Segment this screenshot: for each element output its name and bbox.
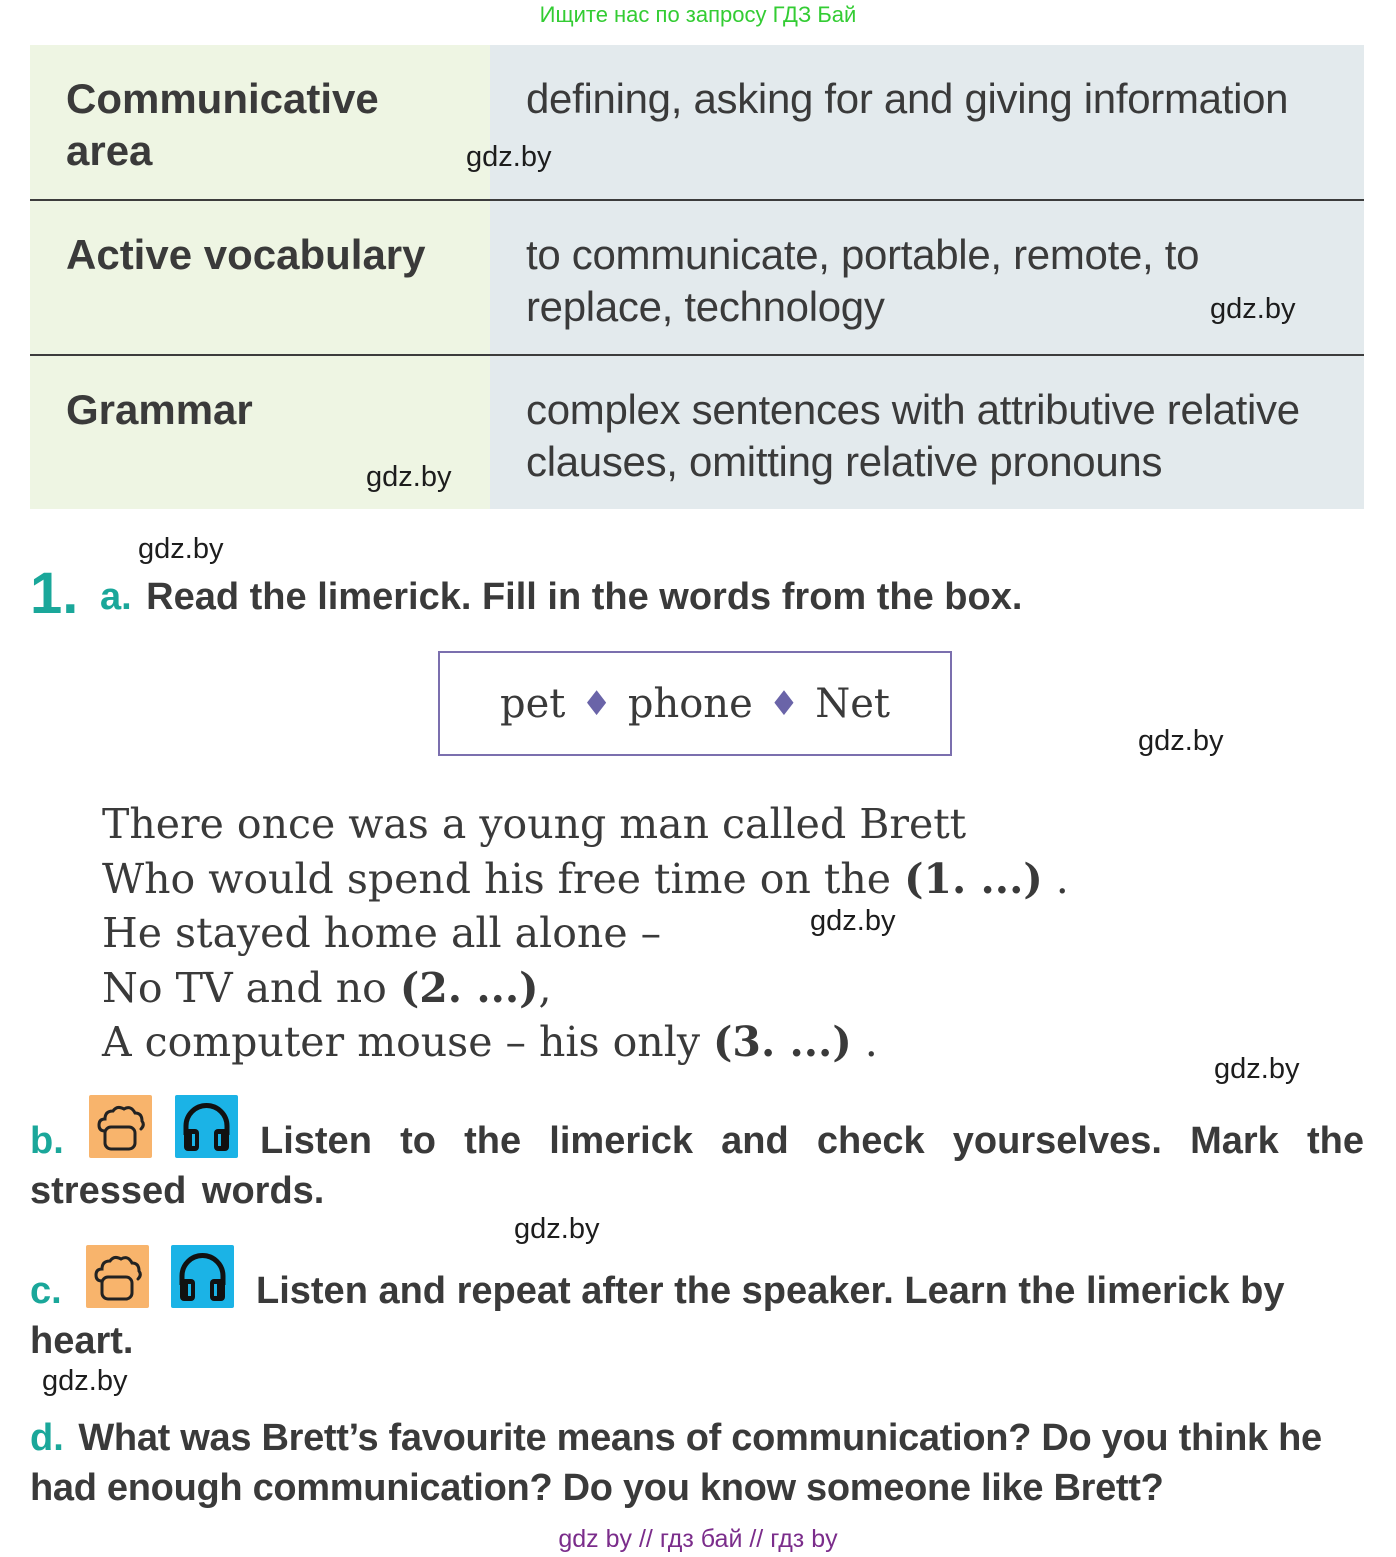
watermark: gdz.by: [42, 1365, 128, 1397]
watermark: gdz.by: [138, 533, 224, 565]
summary-value: defining, asking for and giving information: [526, 75, 1289, 122]
summary-row-grammar: [30, 356, 1364, 509]
summary-row-active-vocabulary: [30, 201, 1364, 354]
footer-links[interactable]: gdz by // гдз бай // гдз by: [558, 1525, 838, 1553]
gap-2: (2. ...): [399, 963, 539, 1012]
summary-value: complex sentences with attributive relative clauses, omitting relative pronouns: [526, 386, 1300, 485]
exercise-number: 1.: [30, 561, 79, 626]
poem-line: There once was a young man called Brett: [102, 800, 967, 848]
gap-1: (1. ...): [904, 854, 1043, 903]
diamond-separator: ♦: [581, 683, 612, 724]
word-option: phone: [627, 680, 753, 727]
task-d: [30, 1413, 1370, 1513]
top-banner[interactable]: Ищите нас по запросу ГДЗ Бай: [539, 2, 857, 27]
watermark: gdz.by: [366, 461, 452, 493]
diamond-separator: ♦: [768, 683, 800, 724]
task-a: [100, 576, 1022, 619]
watermark: gdz.by: [1138, 725, 1224, 757]
watermark: gdz.by: [1210, 293, 1296, 325]
task-b-text: Listen to the limerick and check yourselves. Mark the stressed words.: [30, 1120, 1364, 1212]
task-text: Read the limerick. Fill in the words from the box.: [146, 576, 1023, 618]
task-letter: b.: [30, 1120, 64, 1162]
summary-label: Active vocabulary: [66, 231, 426, 278]
task-text: What was Brett’s favourite means of communication? Do you think he had enough communication? Do you know someone like Brett?: [30, 1417, 1322, 1509]
watermark: gdz.by: [1214, 1053, 1300, 1085]
poem-line: Who would spend his free time on the (1. ...) .: [102, 854, 1069, 903]
poem-line: No TV and no (2. ...),: [102, 963, 552, 1012]
watermark: gdz.by: [514, 1213, 600, 1245]
word-option: pet: [500, 680, 566, 727]
summary-label: Communicative area: [66, 75, 379, 174]
poem-line: He stayed home all alone –: [102, 909, 662, 957]
summary-row-communicative-area: [30, 45, 1364, 199]
word-option: Net: [815, 680, 890, 727]
limerick: [102, 797, 1102, 1070]
gap-3: (3. ...): [713, 1018, 852, 1066]
task-letter: c.: [30, 1270, 62, 1312]
watermark: gdz.by: [466, 141, 552, 173]
unit-summary-table: [30, 45, 1364, 509]
watermark: gdz.by: [810, 905, 896, 937]
task-letter: d.: [30, 1417, 64, 1459]
poem-line: A computer mouse – his only (3. ...) .: [102, 1018, 878, 1066]
task-c-text: Listen and repeat after the speaker. Learn the limerick by heart.: [30, 1270, 1285, 1362]
summary-value: to communicate, portable, remote, to replace, technology: [526, 231, 1200, 330]
word-box: [438, 651, 952, 756]
task-letter: a.: [100, 576, 132, 618]
summary-label: Grammar: [66, 386, 253, 433]
